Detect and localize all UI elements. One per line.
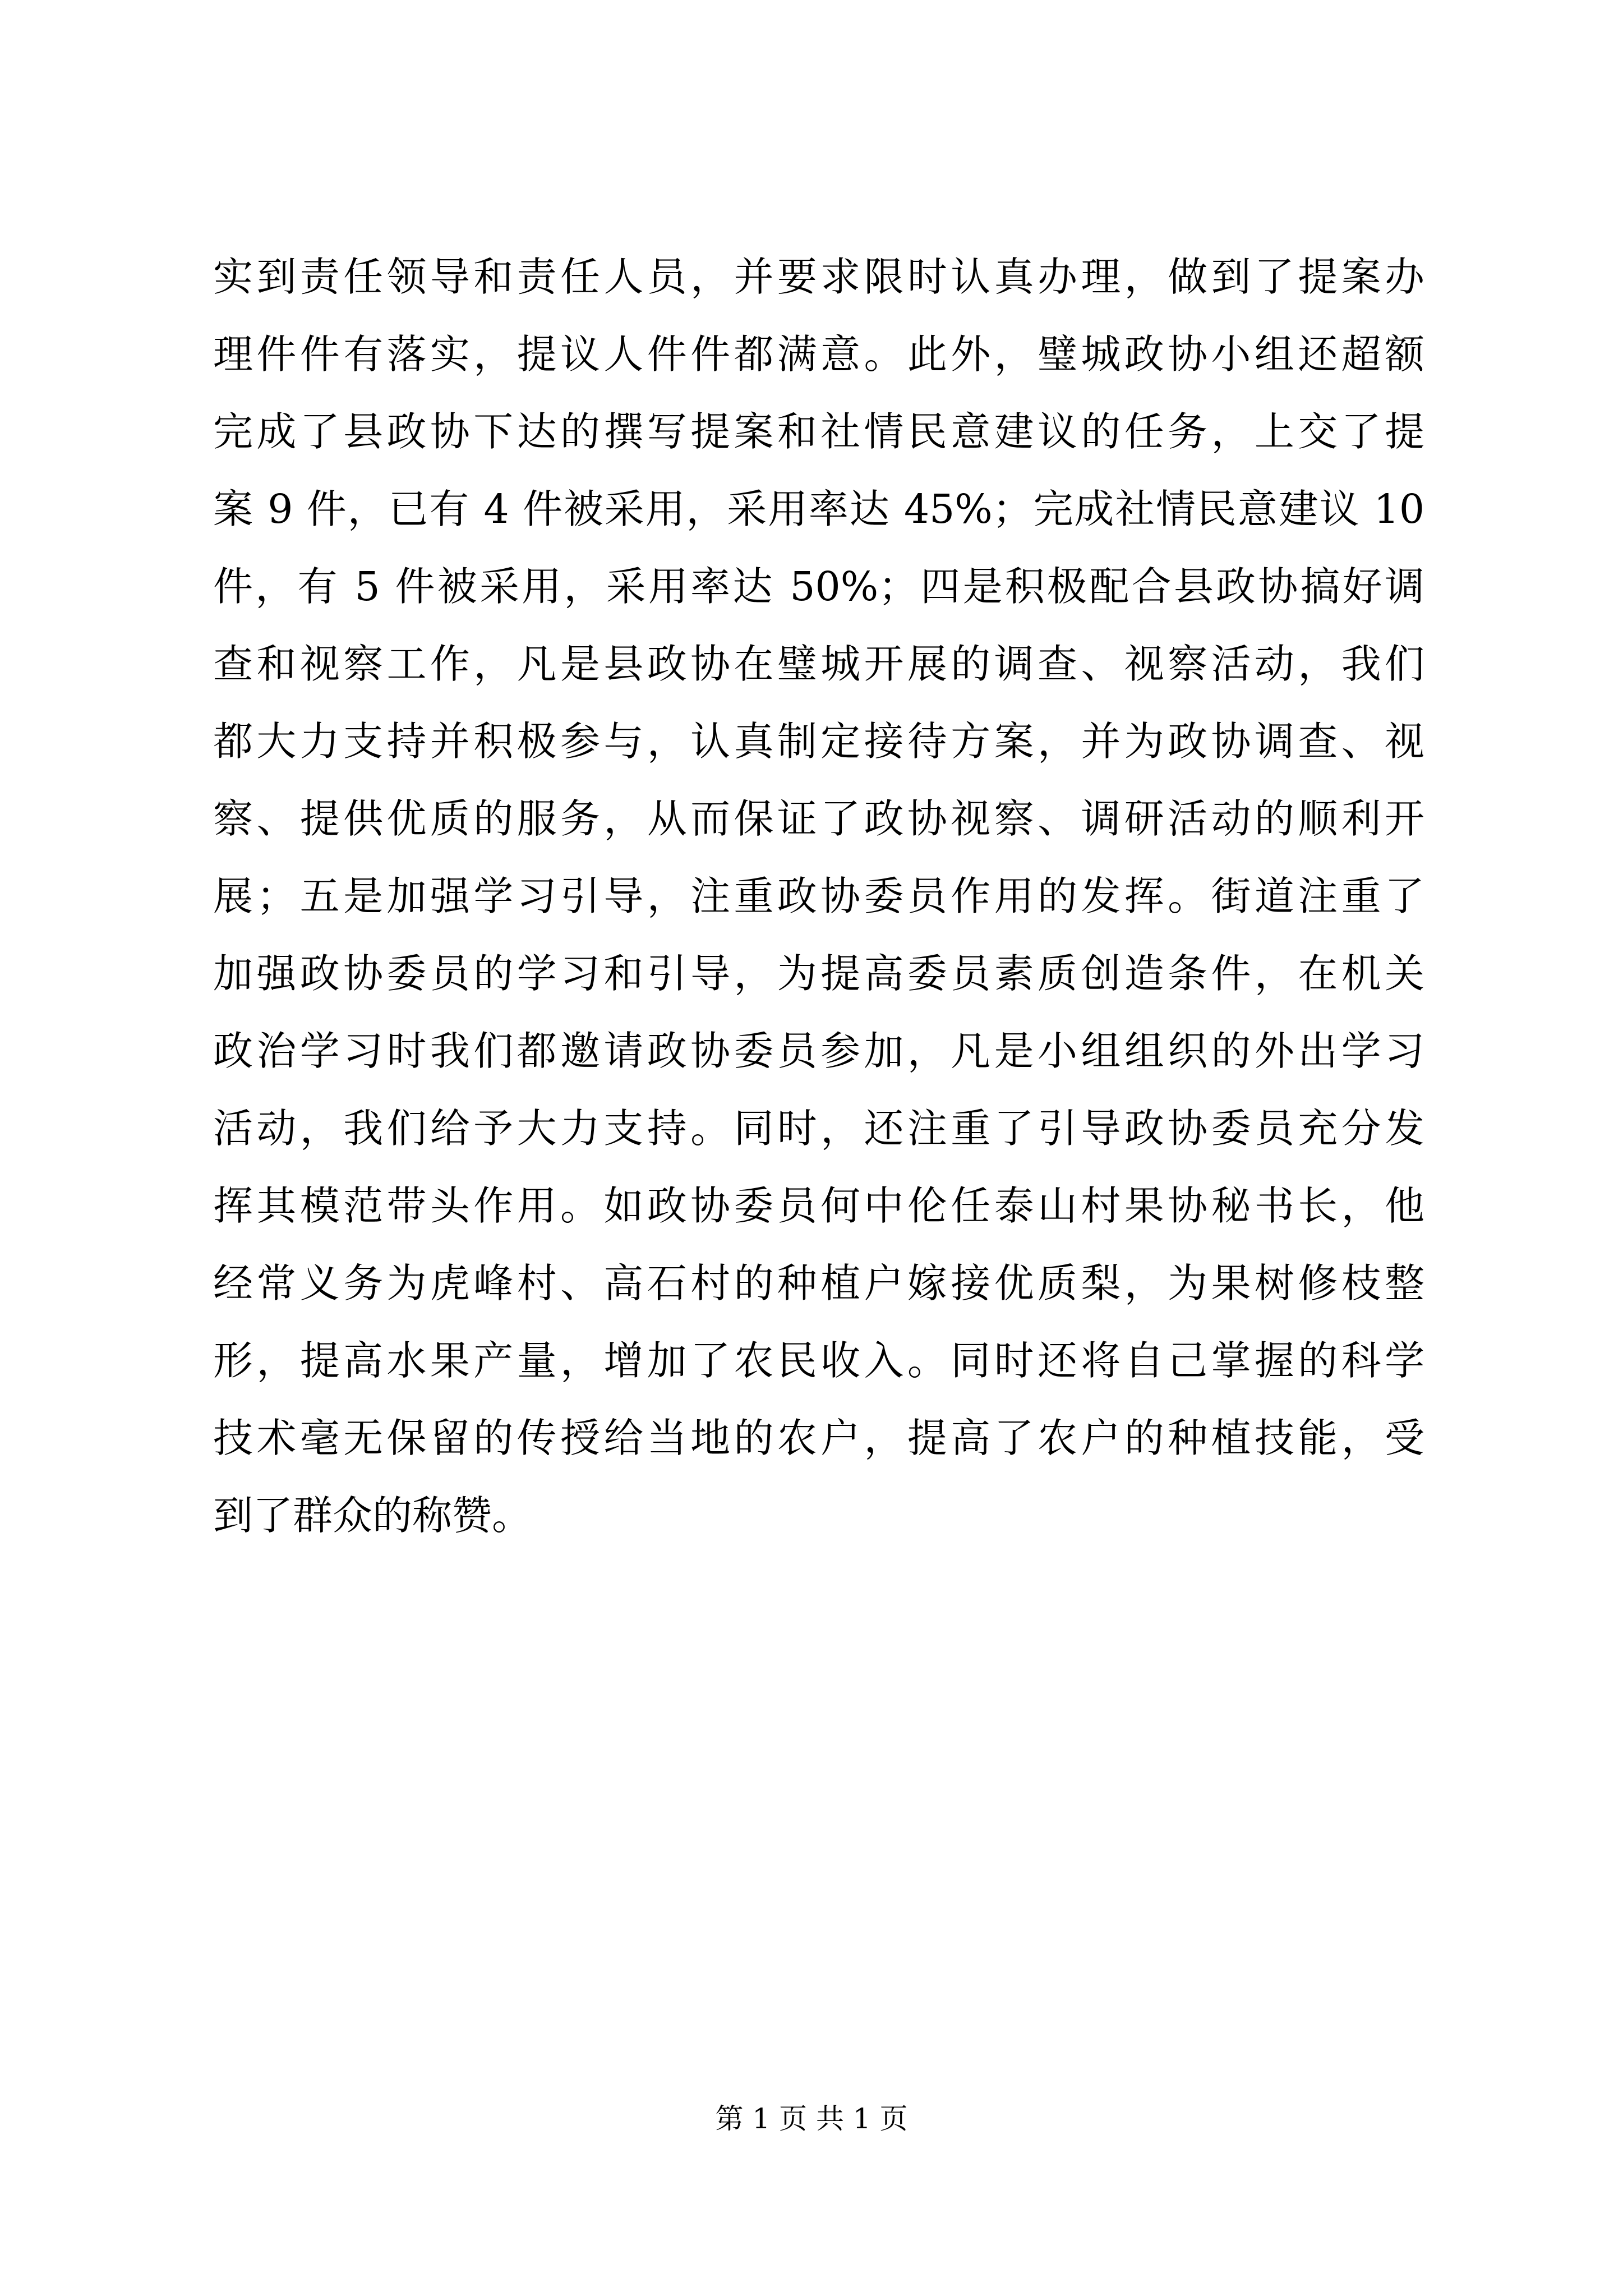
text-line: 展；五是加强学习引导，注重政协委员作用的发挥。街道注重了 <box>213 873 1424 919</box>
text-line: 都大力支持并积极参与，认真制定接待方案，并为政协调查、视 <box>213 718 1424 765</box>
text-line: 案 9 件，已有 4 件被采用，采用率达 45%；完成社情民意建议 10 <box>213 486 1424 532</box>
text-line: 理件件有落实，提议人件件都满意。此外，璧城政协小组还超额 <box>213 331 1424 378</box>
text-line: 查和视察工作，凡是县政协在璧城开展的调查、视察活动，我们 <box>213 641 1424 687</box>
text-line: 察、提供优质的服务，从而保证了政协视察、调研活动的顺利开 <box>213 795 1424 842</box>
page-footer: 第 1 页 共 1 页 <box>715 2102 908 2135</box>
text-line: 形，提高水果产量，增加了农民收入。同时还将自己掌握的科学 <box>213 1337 1424 1384</box>
body-paragraph <box>213 238 1424 1554</box>
text-line: 完成了县政协下达的撰写提案和社情民意建议的任务，上交了提 <box>213 408 1424 455</box>
text-line: 实到责任领导和责任人员，并要求限时认真办理，做到了提案办 <box>213 254 1424 300</box>
text-line: 技术毫无保留的传授给当地的农户，提高了农户的种植技能，受 <box>213 1415 1424 1461</box>
text-line: 挥其模范带头作用。如政协委员何中伦任泰山村果协秘书长，他 <box>213 1182 1424 1229</box>
text-line: 经常义务为虎峰村、高石村的种植户嫁接优质梨，为果树修枝整 <box>213 1260 1424 1306</box>
text-line: 加强政协委员的学习和引导，为提高委员素质创造条件，在机关 <box>213 950 1424 997</box>
text-line: 活动，我们给予大力支持。同时，还注重了引导政协委员充分发 <box>213 1105 1424 1152</box>
text-line: 件，有 5 件被采用，采用率达 50%；四是积极配合县政协搞好调 <box>213 563 1424 610</box>
text-line: 政治学习时我们都邀请政协委员参加，凡是小组组织的外出学习 <box>213 1028 1424 1074</box>
text-line: 到了群众的称赞。 <box>213 1492 532 1539</box>
